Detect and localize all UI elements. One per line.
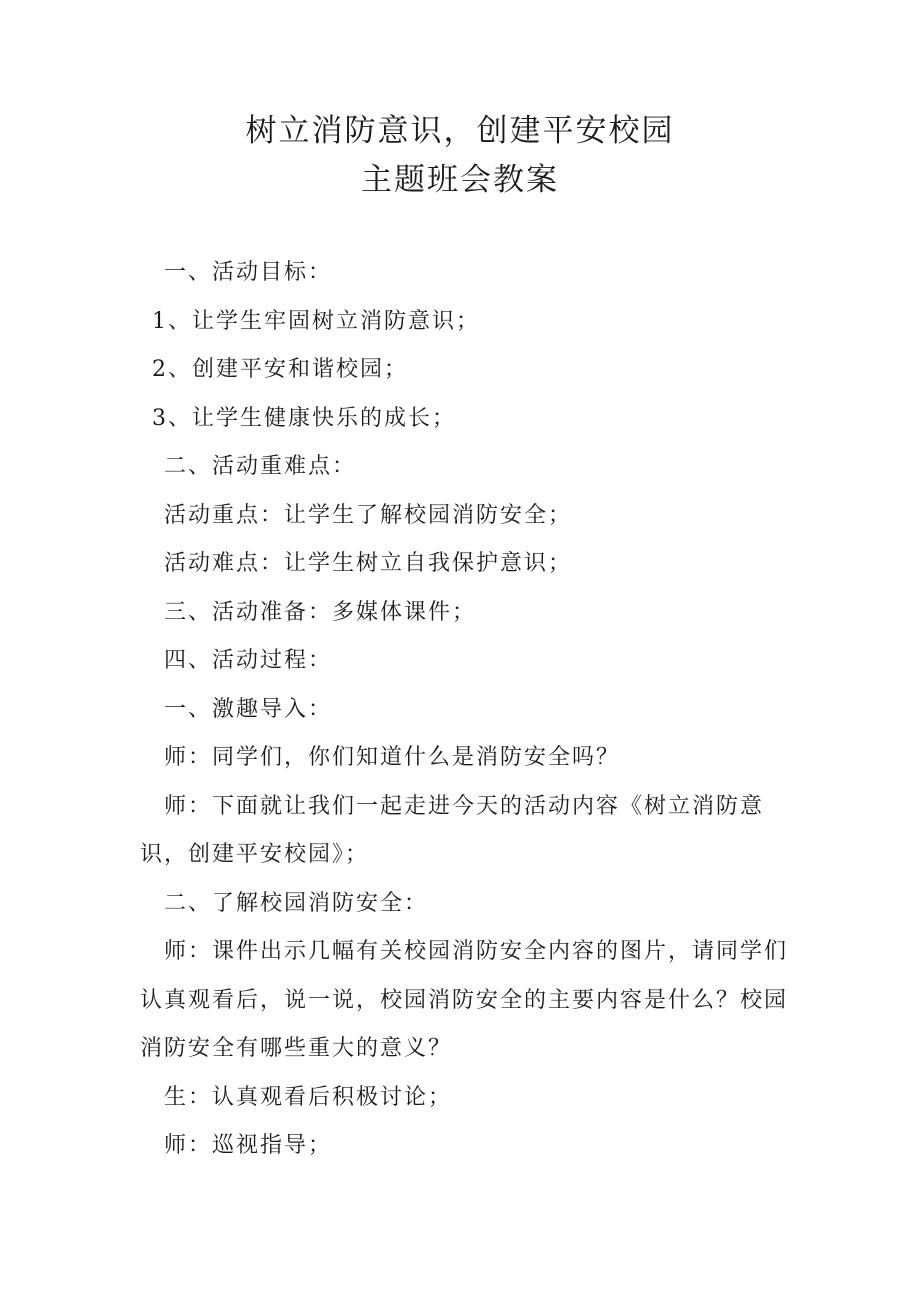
paragraph-line: 识，创建平安校园》； [140, 842, 370, 867]
document-subtitle: 主题班会教案 [361, 162, 559, 198]
paragraph-line: 师：同学们，你们知道什么是消防安全吗？ [164, 745, 621, 770]
paragraph-line: 消防安全有哪些重大的意义？ [140, 1036, 453, 1061]
key-point-difficulty: 活动难点：让学生树立自我保护意识； [164, 551, 573, 576]
paragraph-line: 生：认真观看后积极讨论； [164, 1085, 453, 1110]
paragraph-line: 师：下面就让我们一起走进今天的活动内容《树立消防意 [164, 794, 765, 819]
section-heading-objectives: 一、活动目标： [164, 260, 333, 285]
section-heading-process: 四、活动过程： [164, 648, 333, 673]
key-point-focus: 活动重点：让学生了解校园消防安全； [164, 503, 573, 528]
paragraph-line: 师：课件出示几幅有关校园消防安全内容的图片，请同学们 [164, 939, 789, 964]
objective-item-3: 3、让学生健康快乐的成长； [152, 406, 456, 431]
objective-item-1: 1、让学生牢固树立消防意识； [152, 309, 480, 334]
section-heading-key-points: 二、活动重难点： [164, 454, 357, 479]
paragraph-line: 认真观看后，说一说，校园消防安全的主要内容是什么？校园 [140, 988, 789, 1013]
section-heading-preparation: 三、活动准备：多媒体课件； [164, 600, 477, 625]
document-title: 树立消防意识，创建平安校园 [245, 113, 675, 149]
objective-item-2: 2、创建平安和谐校园； [152, 357, 408, 382]
subsection-heading-safety: 二、了解校园消防安全： [164, 891, 429, 916]
subsection-heading-intro: 一、激趣导入： [164, 697, 333, 722]
paragraph-line: 师：巡视指导； [164, 1133, 333, 1158]
